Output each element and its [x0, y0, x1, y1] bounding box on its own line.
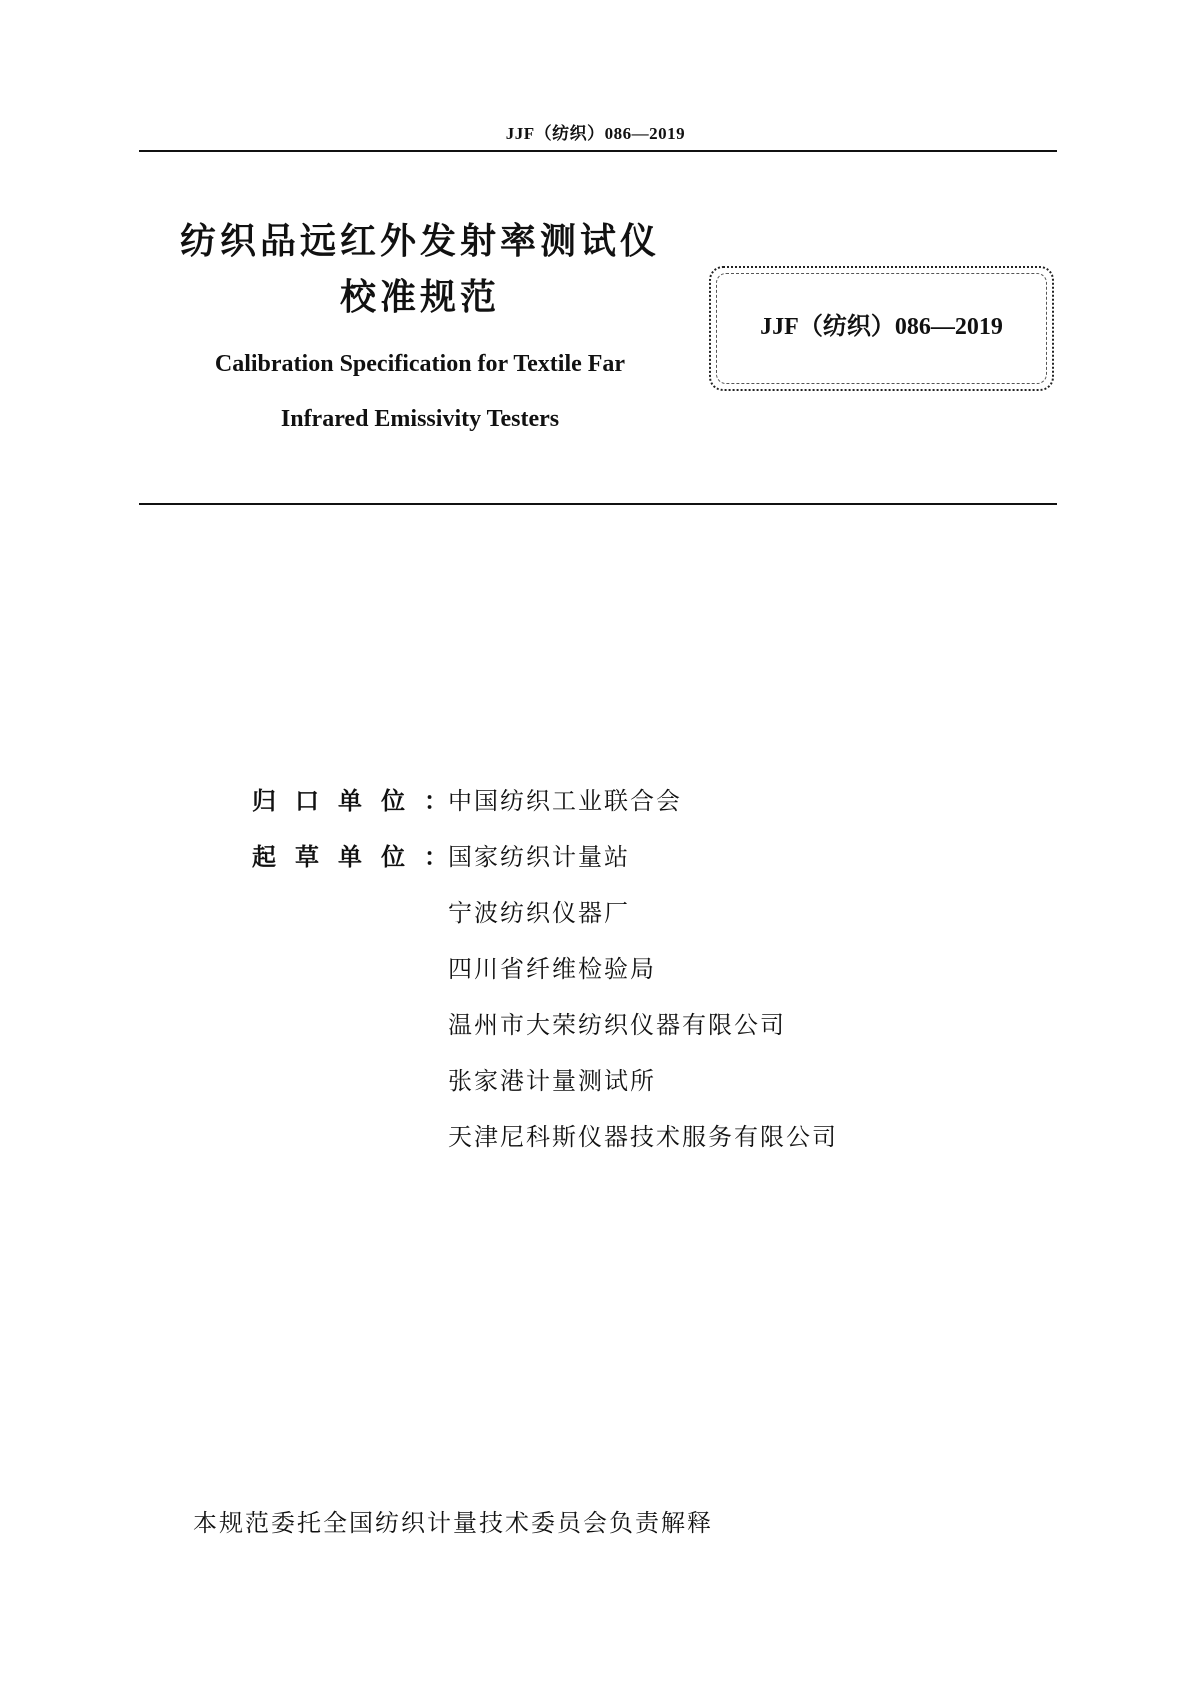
responsible-unit-row	[252, 789, 682, 813]
drafting-unit-item: 天津尼科斯仪器技术服务有限公司	[448, 1123, 838, 1151]
title-chinese-line-1: 纺织品远红外发射率测试仪	[179, 221, 660, 262]
top-divider	[139, 150, 1057, 152]
title-english-line-1: Calibration Specification for Textile Far	[214, 351, 626, 377]
drafting-unit-item: 张家港计量测试所	[448, 1067, 656, 1095]
header-standard-code: JJF（纺织）086—2019	[505, 124, 686, 143]
standard-code-frame	[709, 266, 1054, 391]
drafting-unit-label: 起草单位：	[252, 843, 467, 871]
standard-code-frame-text: JJF（纺织）086—2019	[760, 314, 1003, 340]
title-chinese-line-2: 校准规范	[339, 277, 500, 318]
drafting-unit-item: 四川省纤维检验局	[448, 955, 656, 983]
drafting-unit-item: 宁波纺织仪器厂	[448, 899, 630, 927]
responsible-unit-value: 中国纺织工业联合会	[448, 787, 682, 815]
interpretation-note: 本规范委托全国纺织计量技术委员会负责解释	[193, 1509, 713, 1537]
title-english-line-2: Infrared Emissivity Testers	[280, 406, 560, 432]
responsible-unit-label: 归口单位：	[252, 787, 467, 815]
drafting-unit-item: 国家纺织计量站	[448, 843, 630, 871]
drafting-unit-row	[252, 845, 630, 869]
bottom-divider	[139, 503, 1057, 505]
drafting-unit-item: 温州市大荣纺织仪器有限公司	[448, 1011, 786, 1039]
